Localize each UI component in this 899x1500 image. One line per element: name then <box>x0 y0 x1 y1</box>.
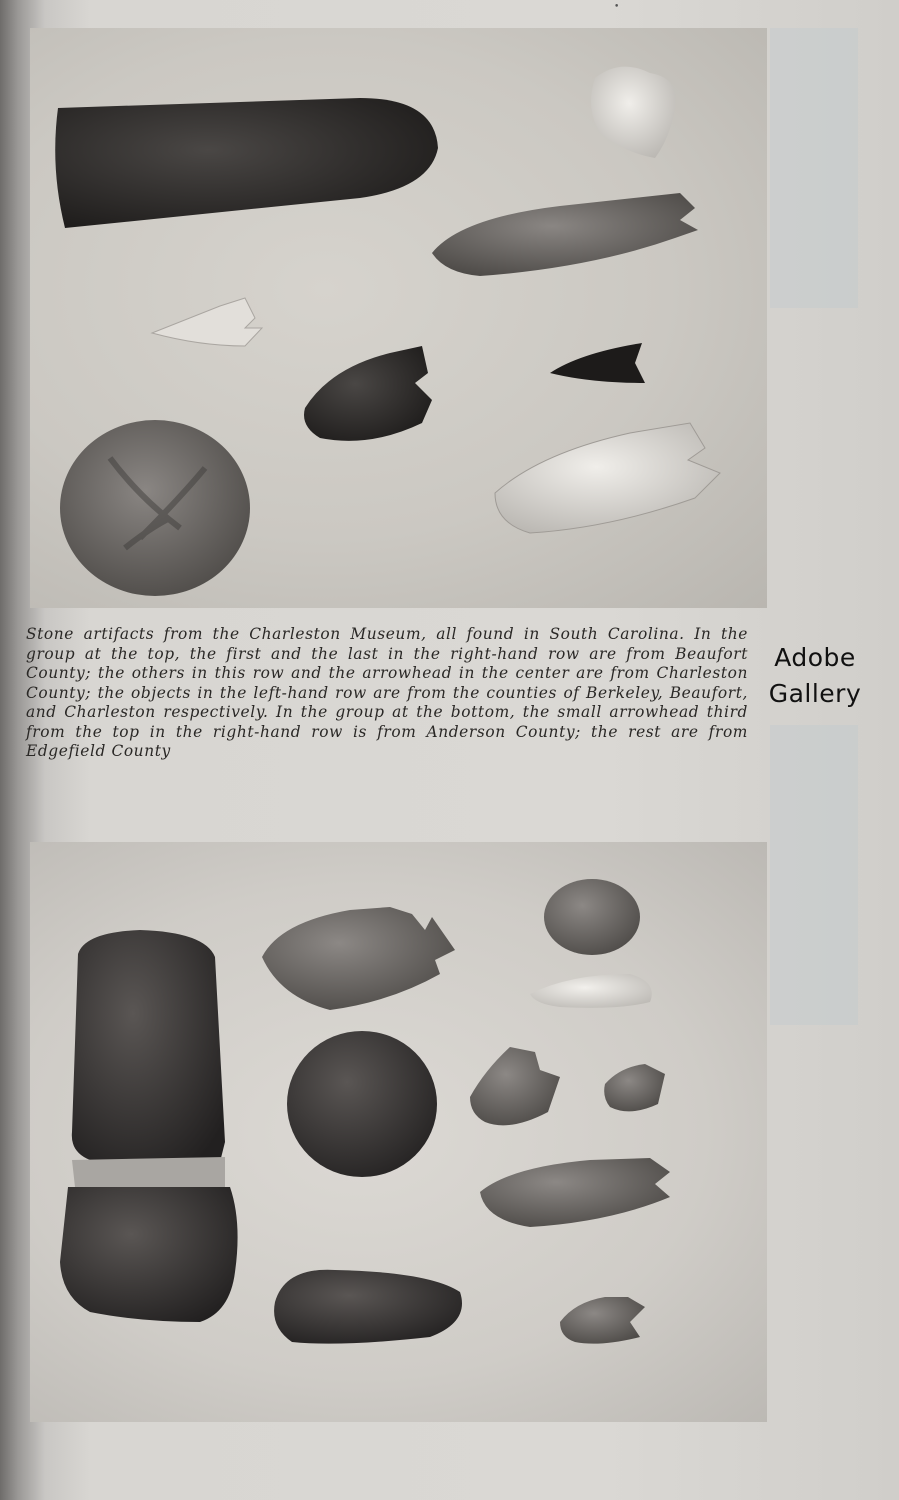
celt-stone <box>55 98 438 228</box>
white-fragment <box>591 67 676 158</box>
small-arrowhead-bottom <box>560 1297 645 1344</box>
center-arrowhead <box>304 346 432 441</box>
watermark-line-2: Gallery <box>768 679 862 708</box>
axe-groove <box>72 1157 225 1187</box>
small-fragment <box>604 1064 665 1111</box>
offset-bleed-bottom <box>770 725 858 1025</box>
long-point <box>432 193 698 276</box>
photo-caption: Stone artifacts from the Charleston Museum, all found in South Carolina. In the group at the top, the first and the last in the right-hand row are from Beaufort County; the others in this row and the arrowhead in the center are from Charleston County; the objects in the left-hand row are from the counties of Berkeley, Beaufort, and Charleston respectively. In the group at the bottom, the small arrowhead third from the top in the right-hand row is from Anderson County; the rest are from Edgefield County <box>26 625 748 760</box>
light-elongated-point <box>530 974 652 1008</box>
large-arrowhead <box>262 907 455 1010</box>
axe-bit <box>60 1187 238 1322</box>
medium-point <box>480 1158 670 1227</box>
small-celt <box>274 1270 462 1344</box>
adobe-gallery-watermark <box>752 640 878 712</box>
photo-top-artifacts <box>30 28 767 608</box>
small-black-point <box>550 343 645 383</box>
grooved-axe <box>72 930 225 1169</box>
photo-bottom-artifacts <box>30 842 767 1422</box>
offset-bleed-top <box>770 28 858 308</box>
large-white-blade <box>495 423 720 533</box>
small-arrowhead-middle <box>470 1047 560 1125</box>
discoidal-stone <box>287 1031 437 1177</box>
page-mark: • <box>614 2 620 12</box>
small-light-arrowhead <box>152 298 262 346</box>
watermark-line-1: Adobe <box>774 643 856 672</box>
oval-stone <box>544 879 640 955</box>
